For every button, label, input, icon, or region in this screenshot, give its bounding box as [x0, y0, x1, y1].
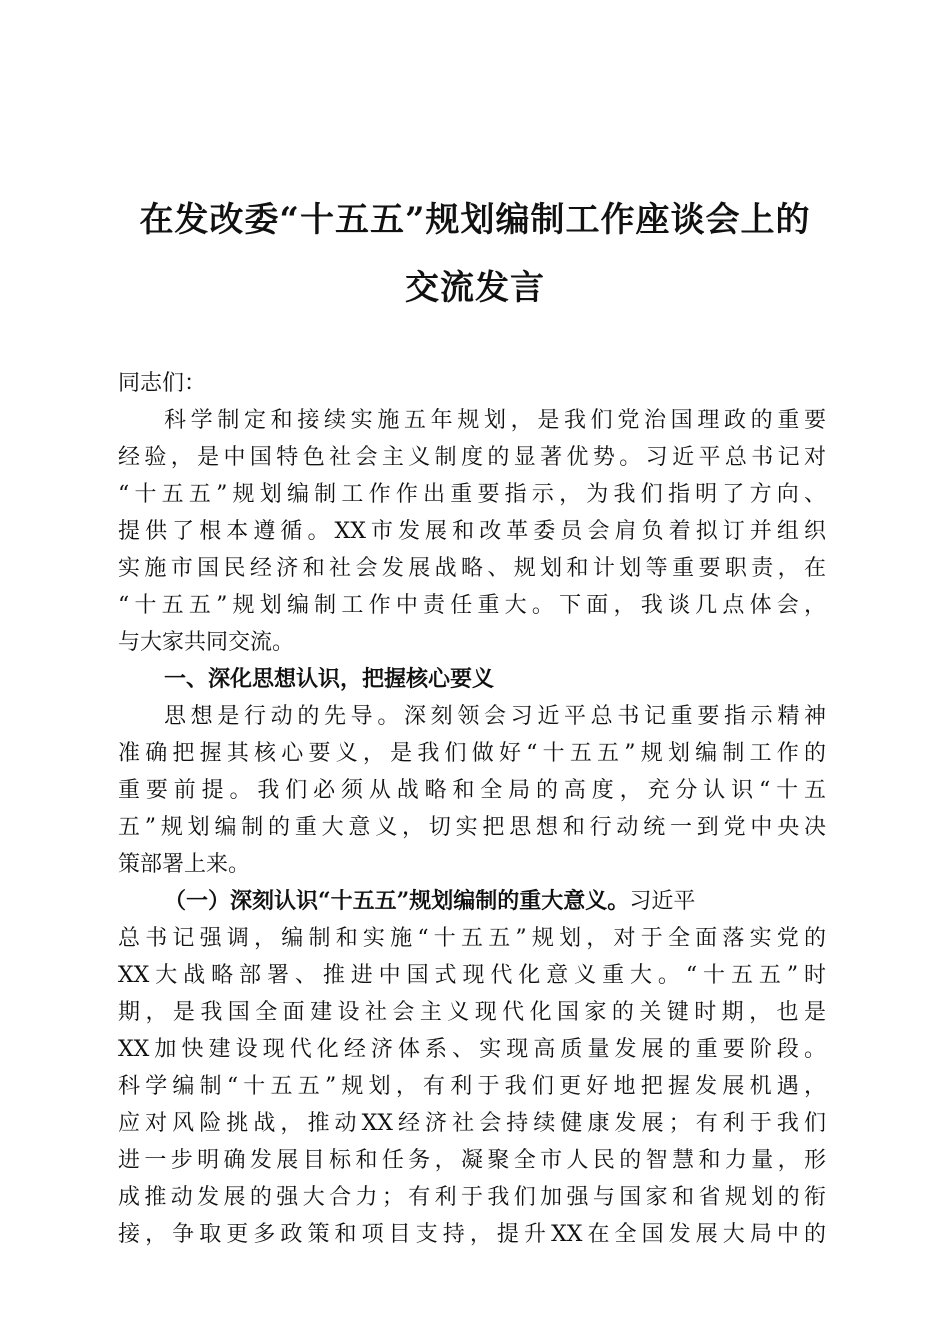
document-body: [118, 365, 826, 1253]
paragraph-line: “十五五”规划编制工作中责任重大。下面，我谈几点体会，: [118, 593, 826, 618]
section-heading: 一、深化思想认识，把握核心要义: [164, 666, 495, 692]
salutation: 同志们：: [118, 371, 207, 396]
paragraph-line: 成推动发展的强大合力；有利于我们加强与国家和省规划的衔: [118, 1185, 826, 1210]
paragraph-line: 应对风险挑战，推动XX经济社会持续健康发展；有利于我们: [118, 1111, 826, 1136]
paragraph-line: 重要前提。我们必须从战略和全局的高度，充分认识“十五: [118, 778, 826, 803]
paragraph-line: “十五五”规划编制工作作出重要指示，为我们指明了方向、: [118, 482, 826, 507]
paragraph-line: 期，是我国全面建设社会主义现代化国家的关键时期，也是: [118, 1000, 826, 1025]
paragraph-line: 思想是行动的先导。深刻领会习近平总书记重要指示精神: [164, 704, 826, 729]
paragraph-line: 进一步明确发展目标和任务，凝聚全市人民的智慧和力量，形: [118, 1148, 826, 1173]
paragraph-line: 提供了根本遵循。XX市发展和改革委员会肩负着拟订并组织: [118, 519, 826, 544]
paragraph-text: 习近平: [629, 889, 696, 914]
subsection-line: [118, 883, 826, 920]
paragraph-line: 经验，是中国特色社会主义制度的显著优势。习近平总书记对: [118, 445, 826, 470]
paragraph-line: 总书记强调，编制和实施“十五五”规划，对于全面落实党的: [118, 926, 826, 951]
document-title-line-1: 在发改委“十五五”规划编制工作座谈会上的: [139, 200, 811, 240]
paragraph-line: 科学制定和接续实施五年规划，是我们党治国理政的重要: [164, 408, 826, 433]
paragraph-line: 策部署上来。: [118, 852, 251, 877]
paragraph-line: XX大战略部署、推进中国式现代化意义重大。“十五五”时: [118, 963, 826, 988]
document-title-line-2: 交流发言: [405, 268, 545, 308]
paragraph-line: 科学编制“十五五”规划，有利于我们更好地把握发展机遇，: [118, 1074, 826, 1099]
paragraph-line: 准确把握其核心要义，是我们做好“十五五”规划编制工作的: [118, 741, 826, 766]
paragraph-line: 实施市国民经济和社会发展战略、规划和计划等重要职责，在: [118, 556, 826, 581]
paragraph-line: XX加快建设现代化经济体系、实现高质量发展的重要阶段。: [118, 1037, 826, 1062]
paragraph-line: 与大家共同交流。: [118, 630, 295, 655]
paragraph-line: 接，争取更多政策和项目支持，提升XX在全国发展大局中的: [118, 1222, 826, 1247]
paragraph-line: 五”规划编制的重大意义，切实把思想和行动统一到党中央决: [118, 815, 826, 840]
subsection-heading: （一）深刻认识“十五五”规划编制的重大意义。: [164, 888, 630, 914]
